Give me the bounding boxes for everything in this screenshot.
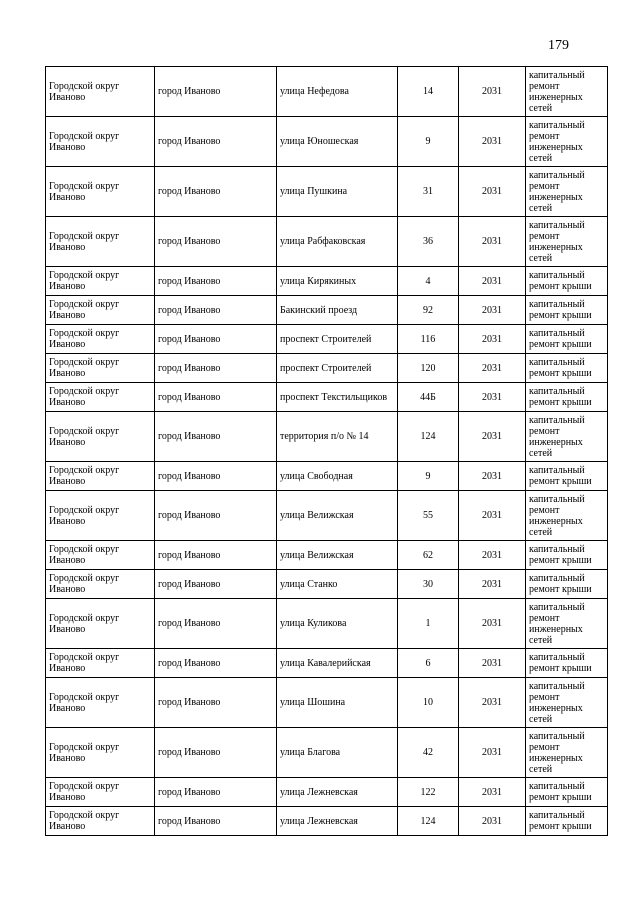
city-cell: город Иваново bbox=[155, 728, 277, 778]
street-cell: улица Юношеская bbox=[277, 117, 398, 167]
house-number-cell: 30 bbox=[398, 570, 459, 599]
city-cell: город Иваново bbox=[155, 462, 277, 491]
house-number-cell: 44Б bbox=[398, 383, 459, 412]
table-row bbox=[46, 267, 608, 296]
district-cell: Городской округ Иваново bbox=[46, 67, 155, 117]
work-type-cell: капитальный ремонт крыши bbox=[526, 462, 608, 491]
year-cell: 2031 bbox=[459, 778, 526, 807]
district-cell: Городской округ Иваново bbox=[46, 778, 155, 807]
house-number-cell: 116 bbox=[398, 325, 459, 354]
work-type-cell: капитальный ремонт крыши bbox=[526, 267, 608, 296]
street-cell: проспект Текстильщиков bbox=[277, 383, 398, 412]
district-cell: Городской округ Иваново bbox=[46, 296, 155, 325]
house-number-cell: 92 bbox=[398, 296, 459, 325]
house-number-cell: 120 bbox=[398, 354, 459, 383]
district-cell: Городской округ Иваново bbox=[46, 325, 155, 354]
table-row bbox=[46, 383, 608, 412]
work-type-cell: капитальный ремонт инженерных сетей bbox=[526, 117, 608, 167]
work-type-cell: капитальный ремонт крыши bbox=[526, 325, 608, 354]
street-cell: улица Станко bbox=[277, 570, 398, 599]
city-cell: город Иваново bbox=[155, 541, 277, 570]
work-type-cell: капитальный ремонт инженерных сетей bbox=[526, 728, 608, 778]
district-cell: Городской округ Иваново bbox=[46, 462, 155, 491]
district-cell: Городской округ Иваново bbox=[46, 354, 155, 383]
street-cell: улица Куликова bbox=[277, 599, 398, 649]
district-cell: Городской округ Иваново bbox=[46, 678, 155, 728]
year-cell: 2031 bbox=[459, 412, 526, 462]
house-number-cell: 36 bbox=[398, 217, 459, 267]
year-cell: 2031 bbox=[459, 217, 526, 267]
street-cell: территория п/о № 14 bbox=[277, 412, 398, 462]
city-cell: город Иваново bbox=[155, 67, 277, 117]
city-cell: город Иваново bbox=[155, 649, 277, 678]
street-cell: проспект Строителей bbox=[277, 354, 398, 383]
street-cell: Бакинский проезд bbox=[277, 296, 398, 325]
year-cell: 2031 bbox=[459, 728, 526, 778]
house-number-cell: 124 bbox=[398, 412, 459, 462]
work-type-cell: капитальный ремонт инженерных сетей bbox=[526, 412, 608, 462]
year-cell: 2031 bbox=[459, 167, 526, 217]
year-cell: 2031 bbox=[459, 354, 526, 383]
city-cell: город Иваново bbox=[155, 491, 277, 541]
table-row bbox=[46, 117, 608, 167]
table-row bbox=[46, 462, 608, 491]
table-row bbox=[46, 67, 608, 117]
table-row bbox=[46, 412, 608, 462]
city-cell: город Иваново bbox=[155, 217, 277, 267]
street-cell: улица Кирякиных bbox=[277, 267, 398, 296]
district-cell: Городской округ Иваново bbox=[46, 541, 155, 570]
year-cell: 2031 bbox=[459, 67, 526, 117]
table-row bbox=[46, 649, 608, 678]
street-cell: улица Велижская bbox=[277, 491, 398, 541]
house-number-cell: 124 bbox=[398, 807, 459, 836]
district-cell: Городской округ Иваново bbox=[46, 728, 155, 778]
year-cell: 2031 bbox=[459, 267, 526, 296]
house-number-cell: 122 bbox=[398, 778, 459, 807]
year-cell: 2031 bbox=[459, 599, 526, 649]
house-number-cell: 10 bbox=[398, 678, 459, 728]
table-row bbox=[46, 807, 608, 836]
city-cell: город Иваново bbox=[155, 296, 277, 325]
city-cell: город Иваново bbox=[155, 599, 277, 649]
work-type-cell: капитальный ремонт инженерных сетей bbox=[526, 67, 608, 117]
city-cell: город Иваново bbox=[155, 807, 277, 836]
city-cell: город Иваново bbox=[155, 412, 277, 462]
city-cell: город Иваново bbox=[155, 325, 277, 354]
district-cell: Городской округ Иваново bbox=[46, 117, 155, 167]
year-cell: 2031 bbox=[459, 649, 526, 678]
street-cell: улица Лежневская bbox=[277, 807, 398, 836]
house-number-cell: 14 bbox=[398, 67, 459, 117]
table-row bbox=[46, 325, 608, 354]
house-number-cell: 4 bbox=[398, 267, 459, 296]
housing-repair-table bbox=[45, 66, 608, 836]
year-cell: 2031 bbox=[459, 383, 526, 412]
work-type-cell: капитальный ремонт крыши bbox=[526, 778, 608, 807]
house-number-cell: 31 bbox=[398, 167, 459, 217]
city-cell: город Иваново bbox=[155, 354, 277, 383]
work-type-cell: капитальный ремонт крыши bbox=[526, 807, 608, 836]
city-cell: город Иваново bbox=[155, 117, 277, 167]
page-number: 179 bbox=[548, 38, 569, 53]
house-number-cell: 62 bbox=[398, 541, 459, 570]
house-number-cell: 9 bbox=[398, 462, 459, 491]
district-cell: Городской округ Иваново bbox=[46, 491, 155, 541]
city-cell: город Иваново bbox=[155, 678, 277, 728]
work-type-cell: капитальный ремонт крыши bbox=[526, 383, 608, 412]
district-cell: Городской округ Иваново bbox=[46, 412, 155, 462]
district-cell: Городской округ Иваново bbox=[46, 649, 155, 678]
work-type-cell: капитальный ремонт крыши bbox=[526, 570, 608, 599]
year-cell: 2031 bbox=[459, 807, 526, 836]
year-cell: 2031 bbox=[459, 325, 526, 354]
table-row bbox=[46, 778, 608, 807]
street-cell: улица Велижская bbox=[277, 541, 398, 570]
city-cell: город Иваново bbox=[155, 778, 277, 807]
district-cell: Городской округ Иваново bbox=[46, 383, 155, 412]
street-cell: улица Шошина bbox=[277, 678, 398, 728]
work-type-cell: капитальный ремонт крыши bbox=[526, 541, 608, 570]
table-row bbox=[46, 599, 608, 649]
year-cell: 2031 bbox=[459, 570, 526, 599]
year-cell: 2031 bbox=[459, 462, 526, 491]
city-cell: город Иваново bbox=[155, 570, 277, 599]
table-row bbox=[46, 570, 608, 599]
work-type-cell: капитальный ремонт крыши bbox=[526, 354, 608, 383]
street-cell: проспект Строителей bbox=[277, 325, 398, 354]
work-type-cell: капитальный ремонт инженерных сетей bbox=[526, 167, 608, 217]
district-cell: Городской округ Иваново bbox=[46, 267, 155, 296]
table-row bbox=[46, 167, 608, 217]
house-number-cell: 42 bbox=[398, 728, 459, 778]
table-row bbox=[46, 728, 608, 778]
street-cell: улица Рабфаковская bbox=[277, 217, 398, 267]
work-type-cell: капитальный ремонт крыши bbox=[526, 296, 608, 325]
table-row bbox=[46, 354, 608, 383]
street-cell: улица Пушкина bbox=[277, 167, 398, 217]
year-cell: 2031 bbox=[459, 491, 526, 541]
house-number-cell: 55 bbox=[398, 491, 459, 541]
city-cell: город Иваново bbox=[155, 267, 277, 296]
district-cell: Городской округ Иваново bbox=[46, 217, 155, 267]
work-type-cell: капитальный ремонт инженерных сетей bbox=[526, 217, 608, 267]
street-cell: улица Свободная bbox=[277, 462, 398, 491]
house-number-cell: 9 bbox=[398, 117, 459, 167]
table-row bbox=[46, 491, 608, 541]
district-cell: Городской округ Иваново bbox=[46, 570, 155, 599]
house-number-cell: 6 bbox=[398, 649, 459, 678]
district-cell: Городской округ Иваново bbox=[46, 807, 155, 836]
work-type-cell: капитальный ремонт инженерных сетей bbox=[526, 678, 608, 728]
table-row bbox=[46, 296, 608, 325]
city-cell: город Иваново bbox=[155, 383, 277, 412]
year-cell: 2031 bbox=[459, 678, 526, 728]
street-cell: улица Нефедова bbox=[277, 67, 398, 117]
house-number-cell: 1 bbox=[398, 599, 459, 649]
street-cell: улица Благова bbox=[277, 728, 398, 778]
work-type-cell: капитальный ремонт инженерных сетей bbox=[526, 599, 608, 649]
work-type-cell: капитальный ремонт инженерных сетей bbox=[526, 491, 608, 541]
table-row bbox=[46, 678, 608, 728]
year-cell: 2031 bbox=[459, 541, 526, 570]
table-row bbox=[46, 541, 608, 570]
city-cell: город Иваново bbox=[155, 167, 277, 217]
year-cell: 2031 bbox=[459, 117, 526, 167]
year-cell: 2031 bbox=[459, 296, 526, 325]
street-cell: улица Лежневская bbox=[277, 778, 398, 807]
district-cell: Городской округ Иваново bbox=[46, 167, 155, 217]
district-cell: Городской округ Иваново bbox=[46, 599, 155, 649]
street-cell: улица Кавалерийская bbox=[277, 649, 398, 678]
work-type-cell: капитальный ремонт крыши bbox=[526, 649, 608, 678]
table-row bbox=[46, 217, 608, 267]
